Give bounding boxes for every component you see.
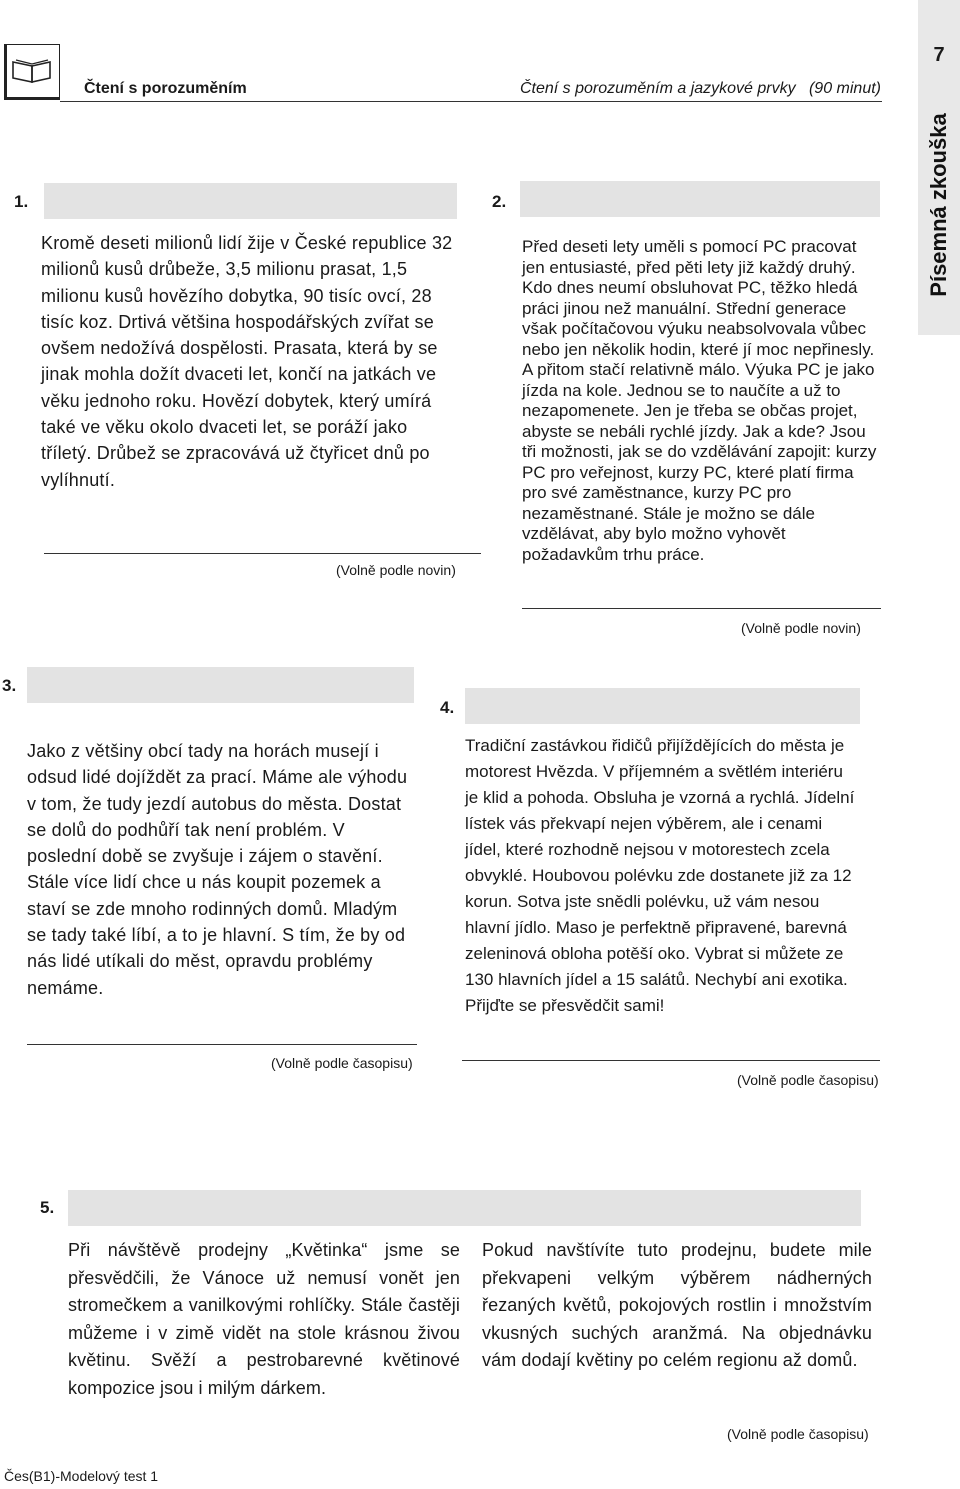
task-4-source: (Volně podle časopisu) — [737, 1072, 879, 1088]
task-5-answer-box[interactable] — [68, 1190, 861, 1226]
task-2-rule — [522, 608, 881, 609]
task-5-text-left: Při návštěvě prodejny „Květinka“ jsme se přesvědčili, že Vánoce už nemusí vonět jen stromečkem a vanilkovými rohlíčky. Stále častěji můžeme i v zimě vidět na stole krásnou živou květinu. Svěží a pestrobarevné květinové kompozice jsou i milým dárkem. — [68, 1240, 460, 1398]
task-1-number: 1. — [14, 192, 29, 211]
task-5-number: 5. — [40, 1198, 55, 1217]
task-4-number: 4. — [440, 698, 455, 717]
side-label-text: Písemná zkouška — [926, 113, 951, 297]
header-subtitle — [520, 80, 881, 98]
task-1-answer-box[interactable] — [44, 183, 457, 219]
task-4-rule — [462, 1060, 880, 1061]
task-5-text-right: Pokud navštívíte tuto prodejnu, budete mile překvapeni velkým výběrem nádherných řezaných květů, pokojových rostlin i množstvím vkusných suchých aranžmá. Na objednávku vám dodají květiny po celém regionu až domů. — [482, 1240, 872, 1370]
task-3-number: 3. — [2, 676, 17, 695]
task-2-number: 2. — [492, 192, 507, 211]
section-title: Čtení s porozuměním — [84, 80, 247, 97]
task-3-source: (Volně podle časopisu) — [271, 1055, 413, 1071]
task-2-answer-box[interactable] — [520, 181, 880, 217]
side-label — [918, 95, 960, 315]
task-2-text: Před deseti lety uměli s pomocí PC pracovat jen entusiasté, před pěti lety již každý druhý. Kdo dnes neumí obsluhovat PC, těžko hledá práci jinou než manuální. Střední generace však počítačovou výuku neabsolvovala vůbec nebo jen několik hodin, které jí moc nepřinesly. A přitom stačí relativně málo. Výuka PC je jako jízda na kole. Jednou se to naučíte a už to nezapomenete. Jen je třeba se občas projet, abyste se nebáli rychlé jízdy. Jak a kde? Jsou tři možnosti, jak se do vzdělávání zapojit: kurzy PC pro veřejnost, kurzy PC, které platí firma pro své zaměstnance, kurzy PC pro nezaměstnané. Stále je možno se dále vzdělávat, aby bylo možno vyhovět požadavkům trhu práce. — [522, 237, 877, 564]
page-number: 7 — [933, 44, 945, 66]
task-1-rule — [44, 553, 481, 554]
header-right-title: Čtení s porozuměním a jazykové prvky — [519, 80, 796, 97]
task-1-source: (Volně podle novin) — [336, 562, 456, 578]
task-4-text: Tradiční zastávkou řidičů přijíždějících do města je motorest Hvězda. V příjemném a světlém interiéru je klid a pohoda. Obsluha je vzorná a rychlá. Jídelní lístek vás překvapí nejen výběrem, ale i cenami jídel, které rozhodně nejsou v motorestech zcela obvyklé. Houbovou polévku zde dostanete již za 12 korun. Sotva jste snědli polévku, už vám nesou hlavní jídlo. Maso je perfektně připravené, barevná zeleninová obloha potěší oko. Vybrat si můžete ze 130 hlavních jídel a 15 salátů. Nechybí ani exotika. Přijďte se přesvědčit sami! — [465, 736, 855, 1015]
task-3-rule — [27, 1044, 417, 1045]
task-2-source: (Volně podle novin) — [741, 620, 861, 636]
task-5-source: (Volně podle časopisu) — [727, 1426, 869, 1442]
task-1-text: Kromě deseti milionů lidí žije v České republice 32 milionů kusů drůbeže, 3,5 milionu prasat, 1,5 milionu kusů hovězího dobytka, 90 tisíc ovcí, 28 tisíc koz. Drtivá většina hospodářských zvířat se ovšem nedožívá dospělosti. Prasata, která by se jinak mohla dožít dvaceti let, končí na jatkách ve věku jednoho roku. Hovězí dobytek, který umírá také ve věku okolo dvaceti let, se poráží jako tříletý. Drůbež se zpracovává už čtyřicet dnů po vylíhnutí. — [41, 233, 453, 490]
header-rule — [60, 101, 882, 102]
task-3-answer-box[interactable] — [27, 667, 414, 703]
header-duration: (90 minut) — [808, 80, 881, 97]
task-3-text: Jako z většiny obcí tady na horách musejí i odsud lidé dojíždět za prací. Máme ale výhodu v tom, že tudy jezdí autobus do města. Dostat se dolů do podhůří tak není problém. V poslední době se zvyšuje i zájem o stavění. Stále více lidí chce u nás koupit pozemek a staví se zde mnoho rodinných domů. Mladým se tady také líbí, a to je hlavní. S tím, že by od nás lidé utíkali do měst, opravdu problémy nemáme. — [27, 741, 408, 998]
book-icon — [4, 44, 60, 100]
footer: Čes(B1)-Modelový test 1 — [4, 1468, 159, 1484]
task-4-answer-box[interactable] — [465, 688, 860, 724]
